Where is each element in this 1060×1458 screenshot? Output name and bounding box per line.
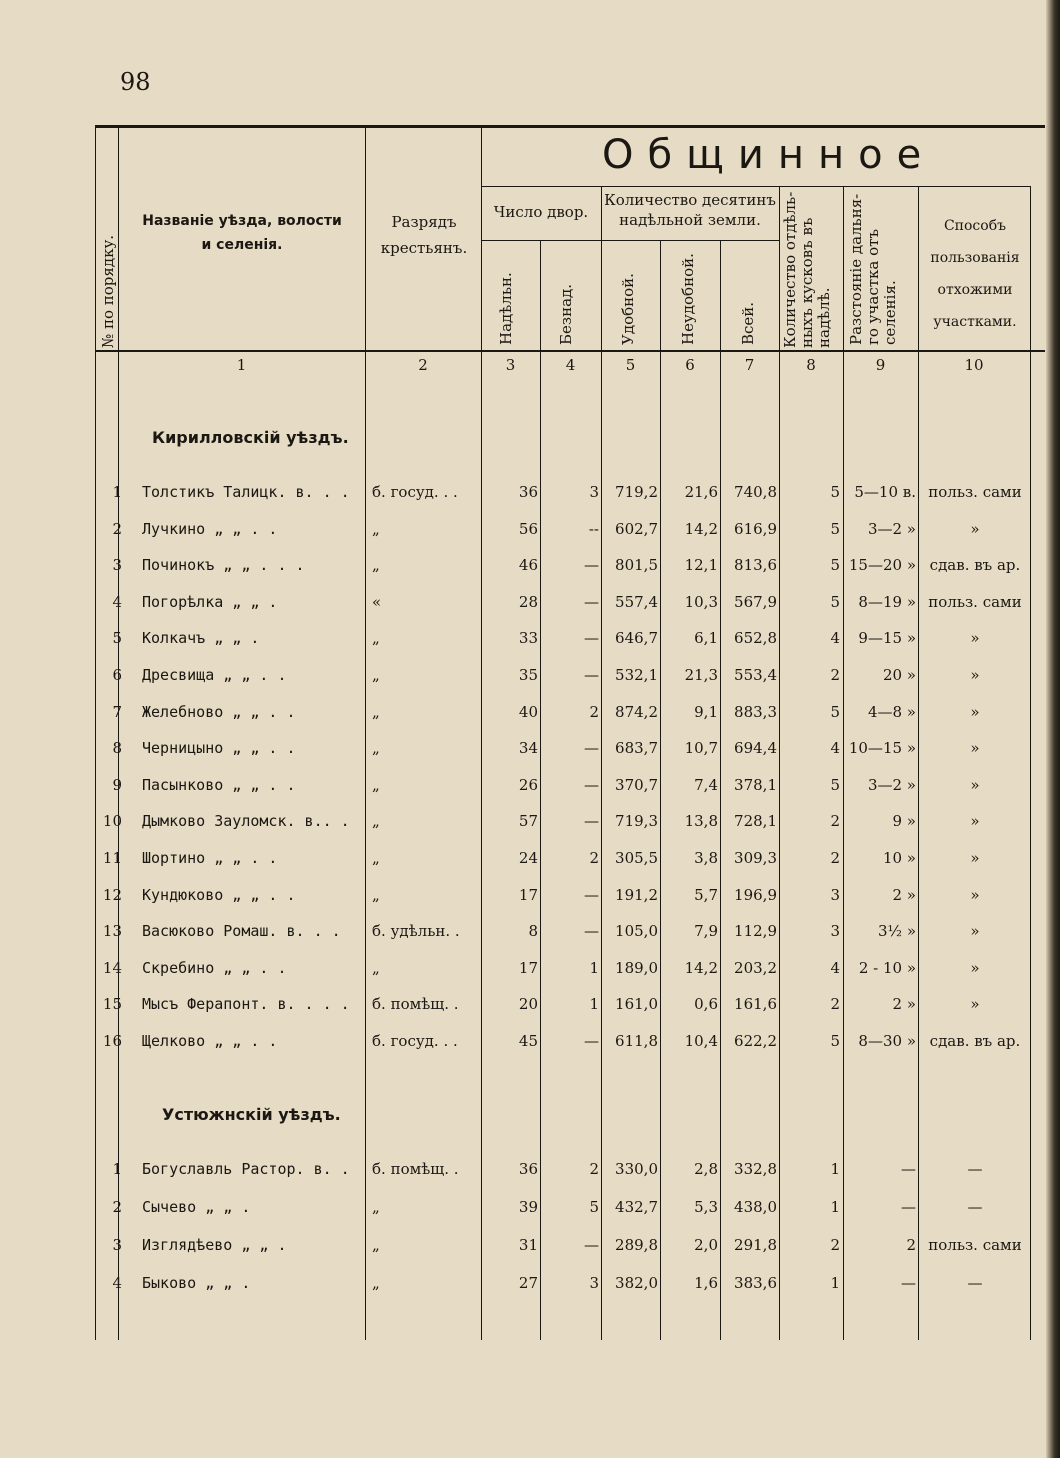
cell-category: б. помѣщ. . <box>372 995 459 1014</box>
cell-name: Щелково „ „ . . <box>142 1032 278 1050</box>
cell-udob: 874,2 <box>615 702 658 721</box>
cell-method: сдав. въ ар. <box>929 556 1021 575</box>
cell-dvor-nad: 56 <box>518 519 538 538</box>
cell-neudob: 10,4 <box>684 1032 718 1050</box>
cell-dvor-beznad: 1 <box>589 958 599 977</box>
table-row <box>0 703 1060 737</box>
cell-name: Дымково Зауломск. в.. . <box>142 812 350 831</box>
header-land-group: Количество десятинъ надѣльной земли. <box>604 191 776 229</box>
header-bottom-rule <box>95 350 1045 352</box>
cell-kuskov: 2 <box>830 849 840 867</box>
cell-dvor-beznad: 2 <box>589 1160 599 1178</box>
cell-dvor-beznad: — <box>584 922 599 941</box>
cell-no: 12 <box>102 885 122 904</box>
cell-udob: 161,0 <box>615 995 658 1014</box>
cell-method: польз. сами <box>928 592 1022 611</box>
header-vsey: Всей. <box>739 301 757 345</box>
cell-neudob: 7,4 <box>694 775 718 794</box>
cell-vsey: 383,6 <box>734 1274 777 1292</box>
cell-name: Толстикъ Талицк. в. . . <box>142 483 350 501</box>
cell-kuskov: 1 <box>830 1274 840 1292</box>
table-row <box>0 556 1060 590</box>
cell-dvor-beznad: — <box>584 739 599 758</box>
table-row <box>0 1198 1060 1232</box>
cell-udob: 189,0 <box>615 958 658 977</box>
cell-dvor-nad: 46 <box>518 556 538 575</box>
cell-neudob: 2,0 <box>694 1236 718 1254</box>
cell-distance: 8—30 » <box>858 1032 916 1050</box>
column-number: 1 <box>236 356 247 374</box>
cell-method: — <box>967 1274 983 1292</box>
cell-kuskov: 5 <box>830 775 840 794</box>
cell-kuskov: 2 <box>830 1236 840 1254</box>
cell-kuskov: 4 <box>830 739 840 758</box>
header-udob: Удобной. <box>619 273 637 345</box>
table-row <box>0 739 1060 773</box>
cell-dvor-nad: 35 <box>518 666 538 684</box>
cell-vsey: 813,6 <box>734 556 777 575</box>
cell-no: 15 <box>102 995 122 1014</box>
cell-category: „ <box>372 1274 380 1292</box>
cell-distance: 3—2 » <box>867 775 916 794</box>
cell-distance: 2 » <box>892 995 916 1014</box>
cell-neudob: 14,2 <box>684 958 718 977</box>
cell-dvor-beznad: — <box>584 556 599 575</box>
column-number: 5 <box>625 356 636 374</box>
cell-method: » <box>970 885 980 904</box>
cell-neudob: 12,1 <box>684 556 718 575</box>
header-method: Способъ пользованія отхожими участками. <box>930 218 1020 330</box>
cell-kuskov: 3 <box>830 885 840 904</box>
cell-dvor-nad: 34 <box>518 739 538 758</box>
cell-no: 5 <box>112 629 122 648</box>
cell-distance: 5—10 в. <box>854 483 916 501</box>
cell-distance: 9 » <box>892 812 916 831</box>
cell-method: сдав. въ ар. <box>929 1032 1021 1050</box>
cell-neudob: 0,6 <box>694 995 718 1014</box>
column-number: 3 <box>505 356 516 374</box>
cell-dvor-beznad: — <box>584 592 599 611</box>
cell-neudob: 7,9 <box>694 922 718 941</box>
header-dvor-beznad: Безнад. <box>557 283 575 345</box>
cell-name: Починокъ „ „ . . . <box>142 556 305 575</box>
cell-name: Изглядѣево „ „ . <box>142 1236 287 1254</box>
header-category: Разрядъ крестьянъ. <box>380 213 468 257</box>
section-title: Устюжнскій уѣздъ. <box>162 1105 341 1124</box>
column-number: 7 <box>744 356 755 374</box>
cell-neudob: 5,7 <box>694 885 718 904</box>
cell-method: » <box>970 629 980 648</box>
cell-udob: 105,0 <box>615 922 658 941</box>
cell-dvor-beznad: 2 <box>589 849 599 867</box>
table-row <box>0 1032 1060 1066</box>
cell-vsey: 883,3 <box>734 702 777 721</box>
cell-name: Сычево „ „ . <box>142 1198 251 1216</box>
cell-name: Васюково Ромаш. в. . . <box>142 922 341 941</box>
cell-dvor-nad: 40 <box>518 702 538 721</box>
cell-name: Колкачъ „ „ . <box>142 629 260 648</box>
table-row <box>0 520 1060 554</box>
cell-distance: 3—2 » <box>867 519 916 538</box>
table-row <box>0 886 1060 920</box>
cell-no: 11 <box>102 849 122 867</box>
table-row <box>0 1274 1060 1308</box>
cell-udob: 382,0 <box>615 1274 658 1292</box>
cell-category: б. помѣщ. . <box>372 1160 459 1178</box>
cell-method: » <box>970 849 980 867</box>
cell-distance: 10 » <box>882 849 916 867</box>
cell-no: 6 <box>112 666 122 684</box>
cell-dvor-beznad: — <box>584 885 599 904</box>
cell-vsey: 291,8 <box>734 1236 777 1254</box>
column-number: 2 <box>418 356 428 374</box>
cell-vsey: 694,4 <box>734 739 777 758</box>
cell-dvor-beznad: — <box>584 1236 599 1254</box>
cell-udob: 646,7 <box>615 629 658 648</box>
table-top-rule <box>95 125 1045 128</box>
cell-dvor-nad: 33 <box>518 629 538 648</box>
table-title: Общинное <box>602 132 936 178</box>
cell-distance: 3½ » <box>877 922 916 941</box>
table-row <box>0 995 1060 1029</box>
cell-category: « <box>372 592 382 611</box>
cell-vsey: 622,2 <box>734 1032 777 1050</box>
table-row <box>0 922 1060 956</box>
cell-category: б. госуд. . . <box>372 483 458 501</box>
cell-neudob: 5,3 <box>694 1198 718 1216</box>
cell-kuskov: 5 <box>830 519 840 538</box>
cell-name: Быково „ „ . <box>142 1274 251 1292</box>
cell-vsey: 567,9 <box>734 592 777 611</box>
cell-neudob: 9,1 <box>694 702 718 721</box>
cell-udob: 719,3 <box>615 812 658 831</box>
cell-category: „ <box>372 775 380 794</box>
cell-udob: 602,7 <box>615 519 658 538</box>
table-row <box>0 959 1060 993</box>
cell-no: 1 <box>112 483 122 501</box>
cell-category: „ <box>372 812 380 831</box>
cell-dvor-nad: 45 <box>518 1032 538 1050</box>
cell-category: „ <box>372 849 380 867</box>
cell-udob: 611,8 <box>615 1032 658 1050</box>
cell-vsey: 203,2 <box>734 958 777 977</box>
cell-method: » <box>970 519 980 538</box>
cell-distance: 15—20 » <box>848 556 916 575</box>
cell-dvor-nad: 8 <box>528 922 538 941</box>
cell-category: „ <box>372 885 380 904</box>
header-neudob: Неудобной. <box>679 253 697 345</box>
table-row <box>0 1160 1060 1194</box>
cell-udob: 370,7 <box>615 775 658 794</box>
cell-no: 16 <box>102 1032 122 1050</box>
cell-kuskov: 5 <box>830 702 840 721</box>
cell-udob: 557,4 <box>615 592 658 611</box>
cell-neudob: 10,7 <box>684 739 718 758</box>
cell-no: 3 <box>112 556 122 575</box>
cell-dvor-beznad: 2 <box>589 702 599 721</box>
cell-dvor-nad: 28 <box>518 592 538 611</box>
cell-no: 7 <box>112 702 122 721</box>
cell-category: „ <box>372 629 380 648</box>
column-number: 8 <box>806 356 816 374</box>
cell-neudob: 1,6 <box>694 1274 718 1292</box>
cell-dvor-nad: 31 <box>518 1236 538 1254</box>
cell-dvor-nad: 17 <box>518 958 538 977</box>
header-name: Названіе уѣзда, волости и селенія. <box>142 213 342 253</box>
table-row <box>0 776 1060 810</box>
cell-dvor-beznad: 5 <box>589 1198 599 1216</box>
cell-vsey: 553,4 <box>734 666 777 684</box>
cell-distance: — <box>901 1160 916 1178</box>
cell-udob: 289,8 <box>615 1236 658 1254</box>
cell-neudob: 14,2 <box>684 519 718 538</box>
cell-method: польз. сами <box>928 483 1022 501</box>
cell-kuskov: 1 <box>830 1160 840 1178</box>
cell-kuskov: 4 <box>830 629 840 648</box>
cell-category: б. удѣльн. . <box>372 922 460 941</box>
cell-vsey: 161,6 <box>734 995 777 1014</box>
column-number: 10 <box>964 356 984 374</box>
header-number: № по порядку. <box>99 234 117 348</box>
cell-dvor-beznad: — <box>584 1032 599 1050</box>
cell-no: 4 <box>112 1274 122 1292</box>
cell-udob: 801,5 <box>615 556 658 575</box>
cell-no: 2 <box>112 1198 122 1216</box>
cell-distance: 20 » <box>882 666 916 684</box>
table-row <box>0 593 1060 627</box>
cell-distance: 9—15 » <box>858 629 916 648</box>
cell-vsey: 438,0 <box>734 1198 777 1216</box>
header-distance: Разстояніе дальня- го участка отъ селенія. <box>847 193 899 345</box>
cell-dvor-beznad: — <box>584 812 599 831</box>
cell-method: » <box>970 958 980 977</box>
cell-no: 4 <box>112 592 122 611</box>
cell-dvor-nad: 20 <box>518 995 538 1014</box>
cell-name: Черницыно „ „ . . <box>142 739 296 758</box>
cell-vsey: 740,8 <box>734 483 777 501</box>
cell-vsey: 332,8 <box>734 1160 777 1178</box>
cell-name: Шортино „ „ . . <box>142 849 278 867</box>
column-number: 9 <box>875 356 886 374</box>
cell-method: » <box>970 666 980 684</box>
cell-kuskov: 5 <box>830 1032 840 1050</box>
cell-no: 3 <box>112 1236 122 1254</box>
cell-name: Мысъ Ферапонт. в. . . . <box>142 995 350 1014</box>
table-row <box>0 629 1060 663</box>
cell-distance: 2 - 10 » <box>858 958 916 977</box>
cell-method: польз. сами <box>928 1236 1022 1254</box>
cell-name: Кундюково „ „ . . <box>142 885 296 904</box>
cell-method: » <box>970 922 980 941</box>
header-dvor-group: Число двор. <box>493 203 589 221</box>
cell-vsey: 616,9 <box>734 519 777 538</box>
section-title: Кирилловскій уѣздъ. <box>152 428 349 447</box>
cell-kuskov: 5 <box>830 556 840 575</box>
cell-name: Погорѣлка „ „ . <box>142 592 278 611</box>
cell-udob: 683,7 <box>615 739 658 758</box>
cell-dvor-nad: 39 <box>518 1198 538 1216</box>
table-row <box>0 1236 1060 1270</box>
cell-name: Дресвища „ „ . . <box>142 666 287 684</box>
cell-category: „ <box>372 1198 380 1216</box>
cell-method: — <box>967 1160 983 1178</box>
cell-distance: — <box>901 1274 916 1292</box>
header-kuskov: Количество отдѣль- ныхъ кусковъ въ надѣлѣ. <box>781 191 833 348</box>
cell-category: „ <box>372 958 380 977</box>
cell-neudob: 2,8 <box>694 1160 718 1178</box>
cell-kuskov: 3 <box>830 922 840 941</box>
cell-udob: 330,0 <box>615 1160 658 1178</box>
cell-kuskov: 2 <box>830 812 840 831</box>
cell-vsey: 652,8 <box>734 629 777 648</box>
cell-no: 9 <box>112 775 122 794</box>
page-number: 98 <box>120 68 151 96</box>
cell-category: „ <box>372 1236 380 1254</box>
cell-dvor-nad: 26 <box>518 775 538 794</box>
cell-dvor-nad: 36 <box>518 1160 538 1178</box>
cell-dvor-beznad: — <box>584 775 599 794</box>
cell-dvor-beznad: -- <box>588 519 599 538</box>
cell-distance: 2 <box>906 1236 916 1254</box>
cell-dvor-beznad: 3 <box>589 483 599 501</box>
cell-distance: 4—8 » <box>867 702 916 721</box>
cell-neudob: 13,8 <box>684 812 718 831</box>
cell-method: » <box>970 812 980 831</box>
cell-dvor-nad: 17 <box>518 885 538 904</box>
cell-udob: 191,2 <box>615 885 658 904</box>
cell-neudob: 10,3 <box>684 592 718 611</box>
table-row <box>0 812 1060 846</box>
cell-name: Желебново „ „ . . <box>142 702 296 721</box>
table-row <box>0 849 1060 883</box>
column-number: 4 <box>565 356 576 374</box>
cell-kuskov: 4 <box>830 958 840 977</box>
cell-distance: 8—19 » <box>858 592 916 611</box>
cell-name: Скребино „ „ . . <box>142 958 287 977</box>
cell-no: 1 <box>112 1160 122 1178</box>
cell-no: 14 <box>102 958 122 977</box>
cell-name: Богуславль Растор. в. . <box>142 1160 350 1178</box>
cell-neudob: 21,3 <box>684 666 718 684</box>
cell-category: „ <box>372 739 380 758</box>
cell-dvor-nad: 57 <box>518 812 538 831</box>
cell-category: „ <box>372 702 380 721</box>
cell-kuskov: 5 <box>830 483 840 501</box>
cell-udob: 305,5 <box>615 849 658 867</box>
cell-neudob: 6,1 <box>694 629 718 648</box>
cell-vsey: 196,9 <box>734 885 777 904</box>
cell-udob: 719,2 <box>615 483 658 501</box>
header-dvor-nad: Надѣльн. <box>497 272 515 345</box>
cell-dvor-beznad: — <box>584 666 599 684</box>
cell-kuskov: 2 <box>830 995 840 1014</box>
cell-kuskov: 2 <box>830 666 840 684</box>
cell-no: 10 <box>102 812 122 831</box>
cell-vsey: 728,1 <box>734 812 777 831</box>
cell-method: » <box>970 702 980 721</box>
cell-distance: 10—15 » <box>848 739 916 758</box>
cell-vsey: 112,9 <box>734 922 777 941</box>
cell-kuskov: 5 <box>830 592 840 611</box>
cell-category: „ <box>372 519 380 538</box>
cell-kuskov: 1 <box>830 1198 840 1216</box>
cell-dvor-beznad: — <box>584 629 599 648</box>
table-row <box>0 666 1060 700</box>
cell-no: 8 <box>112 739 122 758</box>
column-number: 6 <box>685 356 695 374</box>
cell-name: Пасынково „ „ . . <box>142 775 296 794</box>
cell-category: б. госуд. . . <box>372 1032 458 1050</box>
cell-dvor-nad: 36 <box>518 483 538 501</box>
cell-udob: 432,7 <box>615 1198 658 1216</box>
cell-neudob: 21,6 <box>684 483 718 501</box>
cell-dvor-beznad: 1 <box>589 995 599 1014</box>
cell-vsey: 309,3 <box>734 849 777 867</box>
cell-no: 2 <box>112 519 122 538</box>
cell-method: » <box>970 995 980 1014</box>
cell-no: 13 <box>102 922 122 941</box>
cell-distance: — <box>901 1198 916 1216</box>
cell-category: „ <box>372 666 380 684</box>
cell-neudob: 3,8 <box>694 849 718 867</box>
cell-method: » <box>970 739 980 758</box>
cell-category: „ <box>372 556 380 575</box>
cell-name: Лучкино „ „ . . <box>142 519 278 538</box>
cell-distance: 2 » <box>892 885 916 904</box>
cell-dvor-beznad: 3 <box>589 1274 599 1292</box>
table-row <box>0 483 1060 517</box>
cell-vsey: 378,1 <box>734 775 777 794</box>
cell-method: » <box>970 775 980 794</box>
cell-method: — <box>967 1198 983 1216</box>
cell-dvor-nad: 24 <box>518 849 538 867</box>
cell-dvor-nad: 27 <box>518 1274 538 1292</box>
cell-udob: 532,1 <box>615 666 658 684</box>
